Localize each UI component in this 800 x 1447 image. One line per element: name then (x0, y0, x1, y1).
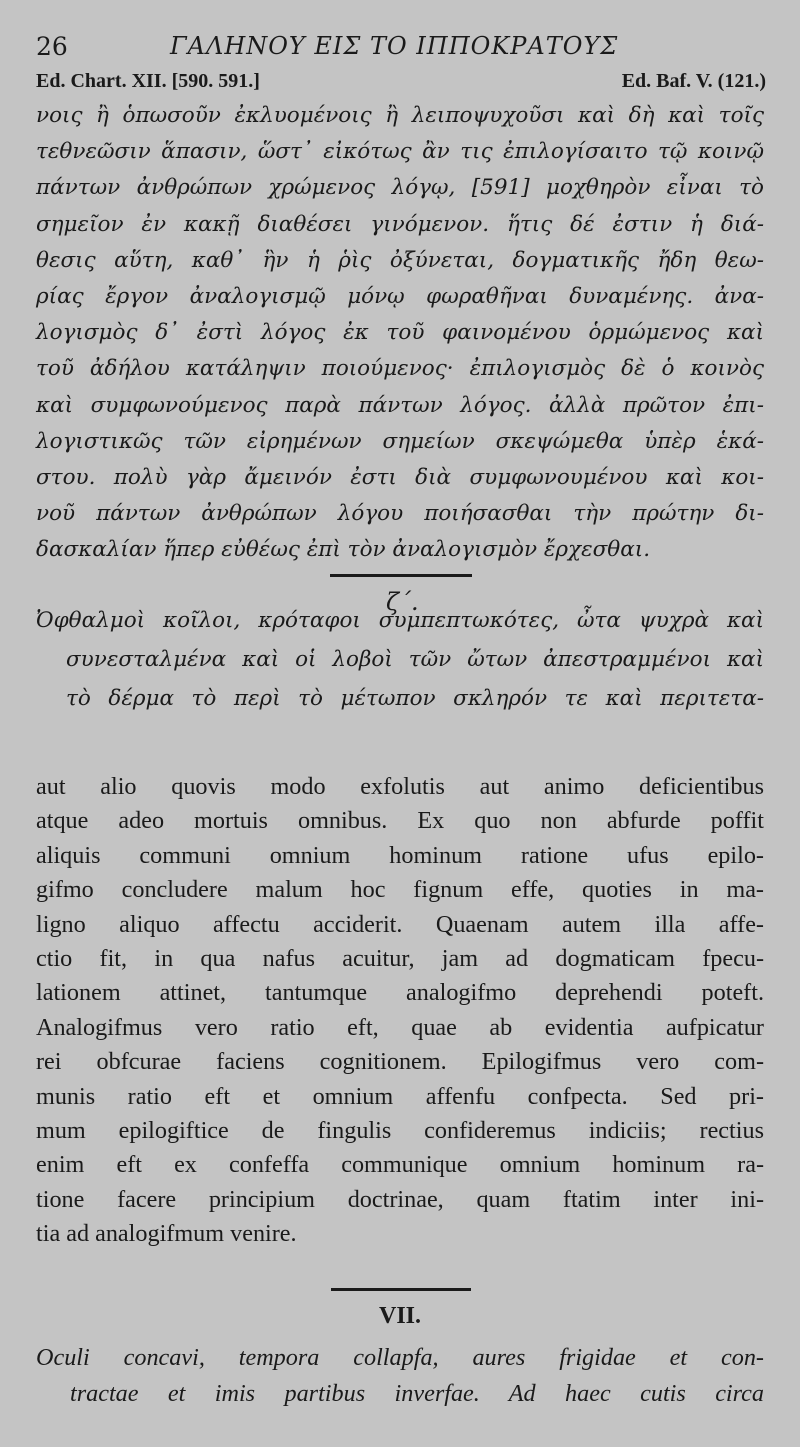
running-title: ΓΑΛΗΝΟΥ ΕΙΣ ΤΟ ΙΠΠΟΚΡΑΤΟΥΣ (170, 32, 619, 60)
text-line: δασκαλίαν ἥπερ εὐθέως ἐπὶ τὸν ἀναλογισμὸν ἔρχεσθαι. (36, 537, 651, 563)
text-line: λογισμὸς δ᾽ ἐστὶ λόγος ἐκ τοῦ φαινομένου ὁρμώμενος καὶ (36, 320, 764, 346)
text-line: ctio fit, in qua nafus acuitur, jam ad dogmaticam fpecu- (36, 944, 764, 972)
text-line: θεσις αὕτη, καθ᾽ ἣν ἡ ῥὶς ὀξύνεται, δογματικῆς ἤδη θεω- (36, 247, 764, 273)
latin-lemma (36, 1340, 764, 1412)
text-line: τὸ δέρμα τὸ περὶ τὸ μέτωπον σκληρόν τε καὶ περιτετα- (66, 686, 764, 711)
latin-commentary (36, 770, 764, 1251)
text-line: aut alio quovis modo exfolutis aut animo deficientibus (36, 773, 764, 800)
text-line: mum epilogiftice de fingulis confideremus indiciis; rectius (36, 1116, 764, 1144)
text-line: συνεσταλμένα καὶ οἱ λοβοὶ τῶν ὤτων ἀπεστραμμένοι καὶ (66, 647, 764, 672)
text-line: πάντων ἀνθρώπων χρώμενος λόγῳ, [591] μοχθηρὸν εἶναι τὸ (36, 175, 764, 201)
text-line: καὶ συμφωνούμενος παρὰ πάντων λόγος. ἀλλὰ πρῶτον ἐπι- (36, 392, 764, 418)
text-line: enim eft ex confeffa communique omnium hominum ra- (36, 1151, 764, 1179)
text-line: lationem attinet, tantumque analogifmo deprehendi poteft. (36, 979, 764, 1007)
text-line: νοῦ πάντων ἀνθρώπων λόγου ποιήσασθαι τὴν πρώτην δι- (36, 501, 764, 527)
section-number-greek: ζ΄. (386, 588, 419, 616)
text-line: Analogifmus vero ratio eft, quae ab evidentia aufpicatur (36, 1013, 764, 1041)
edition-references (36, 70, 766, 98)
page-header (36, 30, 766, 64)
edition-ref-right: Ed. Baf. V. (121.) (621, 70, 766, 92)
text-line: στου. πολὺ γὰρ ἄμεινόν ἐστι διὰ συμφωνουμένου καὶ κοι- (36, 464, 764, 490)
text-line: τεθνεῶσιν ἅπασιν, ὥστ᾽ εἰκότως ἂν τις ἐπιλογίσαιτο τῷ κοινῷ (36, 139, 764, 165)
text-line: tractae et imis partibus inverfae. Ad haec cutis circa (70, 1380, 764, 1407)
text-line: atque adeo mortuis omnibus. Ex quo non abfurde poffit (36, 807, 764, 835)
section-divider (330, 574, 472, 577)
text-line: aliquis communi omnium hominum ratione ufus epilo- (36, 841, 764, 869)
edition-ref-left: Ed. Chart. XII. [590. 591.] (36, 70, 260, 92)
text-line: σημεῖον ἐν κακῇ διαθέσει γινόμενον. ἥτις δέ ἐστιν ἡ διά- (36, 211, 764, 237)
text-line: gifmo concludere malum hoc fignum effe, quoties in ma- (36, 876, 764, 904)
section-number-roman: VII. (378, 1303, 421, 1329)
text-line: τοῦ ἀδήλου κατάληψιν ποιούμενος· ἐπιλογισμὸς δὲ ὁ κοινὸς (36, 356, 764, 382)
text-line: ligno aliquo affectu acciderit. Quaenam autem illa affe- (36, 910, 764, 938)
text-line: Oculi concavi, tempora collapfa, aures frigidae et con- (36, 1344, 764, 1371)
text-line: rei obfcurae faciens cognitionem. Epilogifmus vero com- (36, 1048, 764, 1076)
text-line: λογιστικῶς τῶν εἰρημένων σημείων σκεψώμεθα ὑπὲρ ἑκά- (36, 428, 764, 454)
text-line: tione facere principium doctrinae, quam ftatim inter ini- (36, 1185, 764, 1213)
text-line: ρίας ἔργον ἀναλογισμῷ μόνῳ φωραθῆναι δυναμένης. ἀνα- (36, 283, 764, 309)
page-number: 26 (36, 32, 68, 61)
greek-lemma (36, 601, 764, 718)
text-line: Ὀφθαλμοὶ κοῖλοι, κρόταφοι συμπεπτωκότες, ὦτα ψυχρὰ καὶ (36, 608, 764, 633)
greek-commentary (36, 98, 764, 568)
text-line: munis ratio eft et omnium affenfu confpecta. Sed pri- (36, 1082, 764, 1110)
text-line: tia ad analogifmum venire. (36, 1220, 297, 1248)
text-line: νοις ἢ ὁπωσοῦν ἐκλυομένοις ἢ λειποψυχοῦσι καὶ δὴ καὶ τοῖς (36, 103, 764, 128)
section-divider (331, 1288, 471, 1291)
